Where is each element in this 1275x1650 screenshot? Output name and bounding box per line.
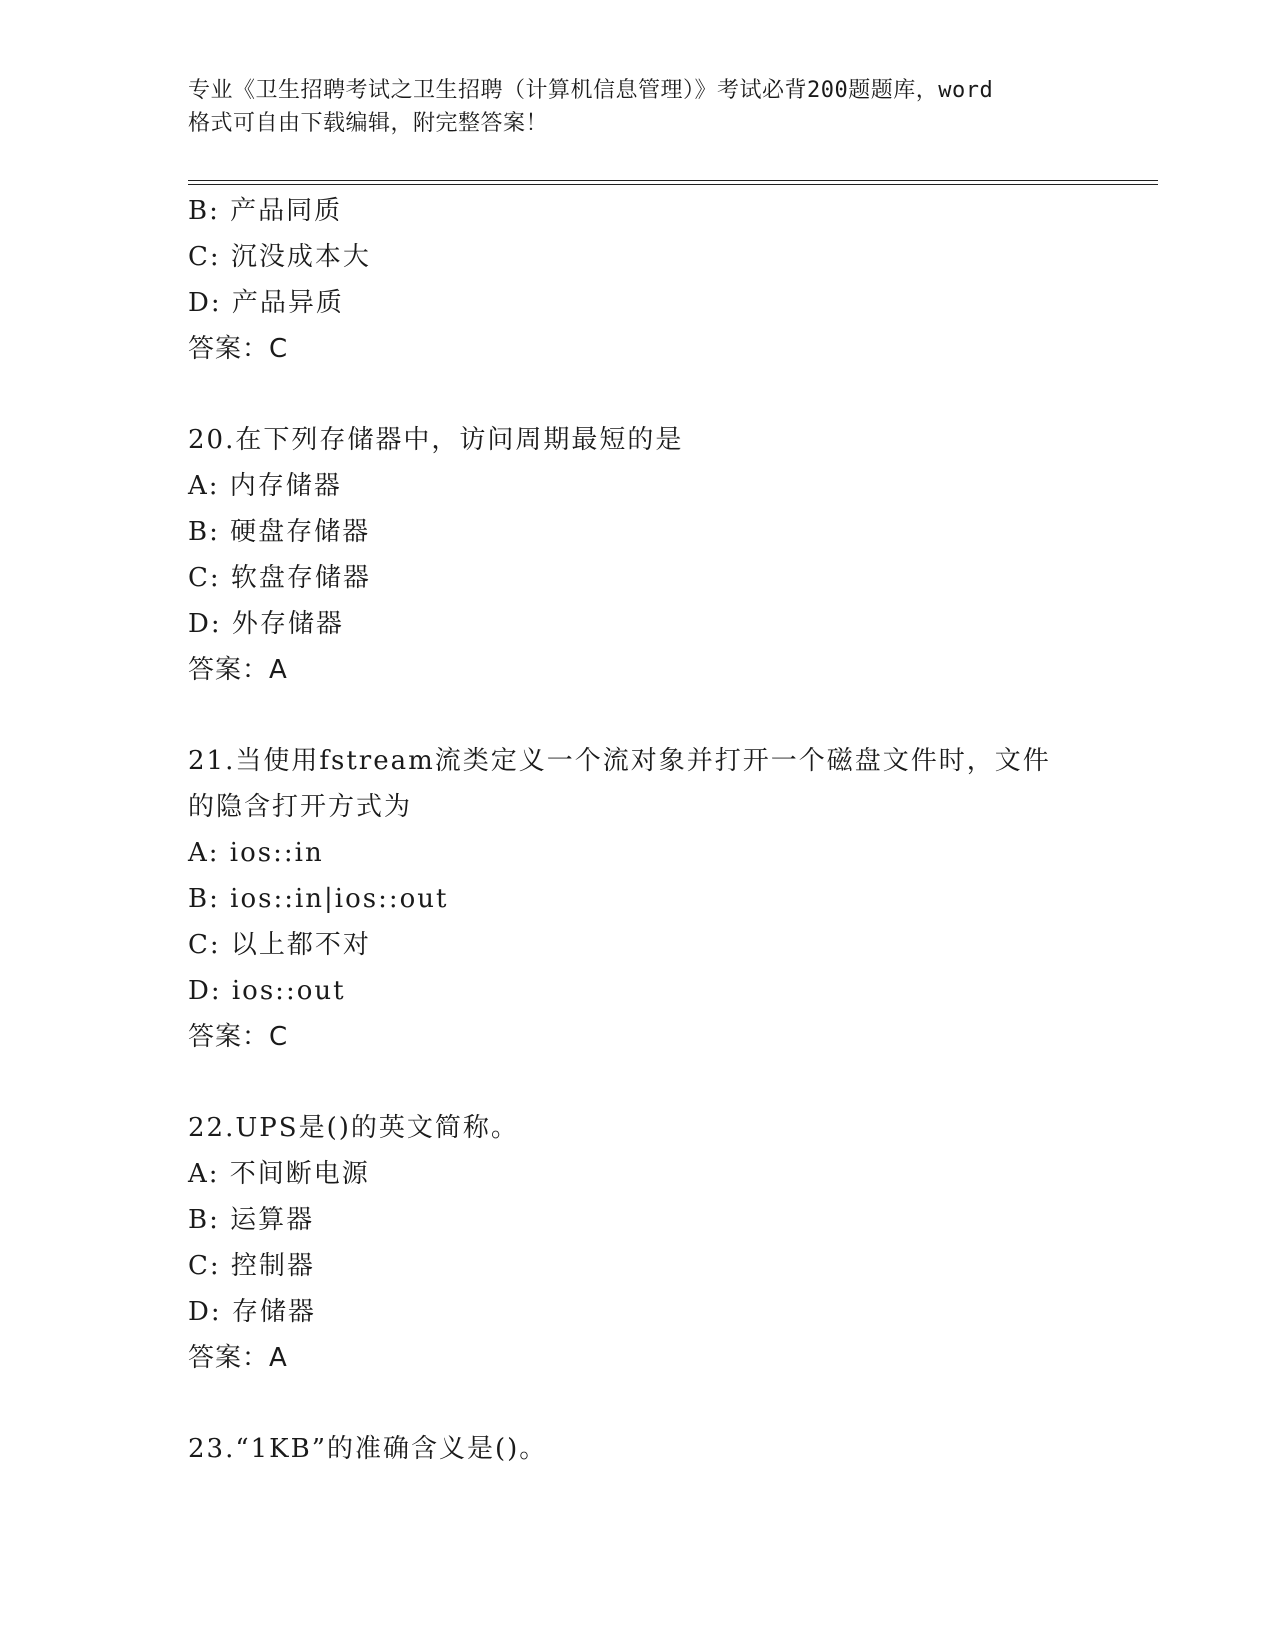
- question-list: [188, 188, 1118, 1472]
- question-text: 23.“1KB”的准确含义是()。: [188, 1434, 548, 1464]
- option-c: C: 以上都不对: [188, 930, 371, 960]
- option-a: A: ios::in: [188, 838, 324, 868]
- spacer: [188, 372, 1118, 417]
- option-b: B: 产品同质: [188, 196, 343, 226]
- option-a: A: 内存储器: [188, 471, 342, 501]
- question-19-tail: [188, 188, 1118, 372]
- option-c: C: 沉没成本大: [188, 242, 371, 272]
- question-22: [188, 1105, 1118, 1381]
- answer-line: 答案：C: [188, 1022, 289, 1052]
- option-a: A: 不间断电源: [188, 1159, 370, 1189]
- question-23: [188, 1426, 1118, 1472]
- option-d: D: 外存储器: [188, 609, 344, 639]
- spacer: [188, 1381, 1118, 1426]
- option-b: B: ios::in|ios::out: [188, 884, 449, 914]
- question-text: 20.在下列存储器中，访问周期最短的是: [188, 425, 684, 455]
- document-header: [188, 74, 1088, 140]
- question-text: 21.当使用fstream流类定义一个流对象并打开一个磁盘文件时，文件: [188, 746, 1051, 776]
- option-c: C: 控制器: [188, 1251, 315, 1281]
- option-d: D: 产品异质: [188, 288, 344, 318]
- option-c: C: 软盘存储器: [188, 563, 371, 593]
- spacer: [188, 1060, 1118, 1105]
- option-d: D: ios::out: [188, 976, 346, 1006]
- header-line-2: 格式可自由下载编辑，附完整答案！: [188, 111, 549, 136]
- answer-line: 答案：A: [188, 1343, 288, 1373]
- header-divider-top: [188, 180, 1158, 181]
- answer-line: 答案：A: [188, 655, 288, 685]
- option-b: B: 运算器: [188, 1205, 315, 1235]
- question-21: [188, 738, 1118, 1060]
- question-20: [188, 417, 1118, 693]
- option-b: B: 硬盘存储器: [188, 517, 371, 547]
- spacer: [188, 693, 1118, 738]
- header-line-1: 专业《卫生招聘考试之卫生招聘（计算机信息管理）》考试必背200题题库，word: [188, 78, 994, 103]
- header-divider-bottom: [188, 184, 1158, 185]
- option-d: D: 存储器: [188, 1297, 316, 1327]
- answer-line: 答案：C: [188, 334, 289, 364]
- question-text: 22.UPS是()的英文简称。: [188, 1113, 519, 1143]
- question-text-continued: 的隐含打开方式为: [188, 792, 413, 822]
